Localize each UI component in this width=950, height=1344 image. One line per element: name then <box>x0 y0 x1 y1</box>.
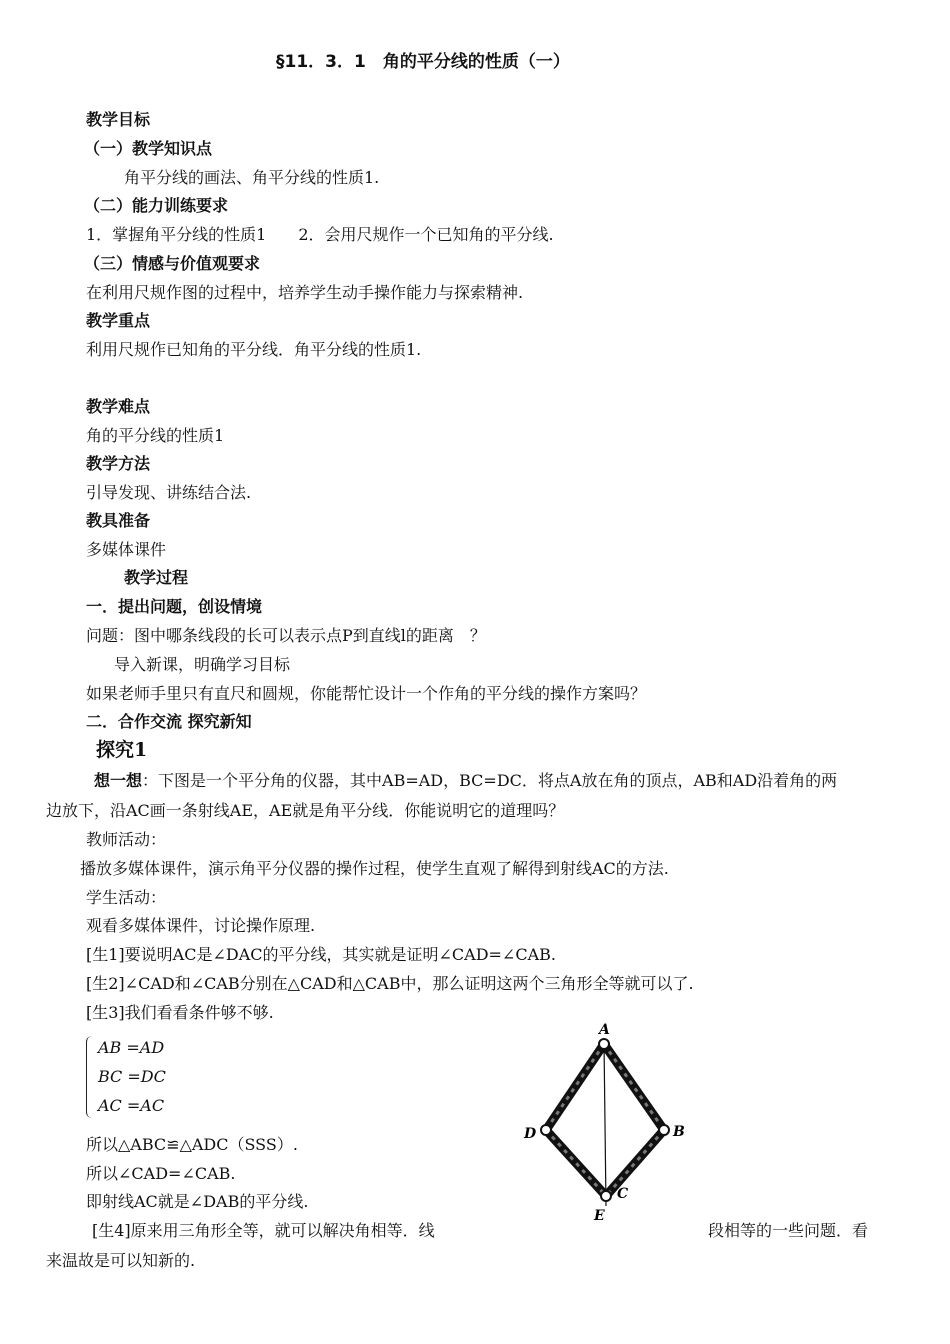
angle-bisector-instrument-diagram <box>520 1020 700 1230</box>
explore-heading: 探究1 <box>96 739 148 761</box>
teacher-question: 如果老师手里只有直尺和圆规，你能帮忙设计一个作角的平分线的操作方案吗？ <box>86 684 647 703</box>
label-a: A <box>599 1022 610 1038</box>
keypoint-heading: 教学重点 <box>86 311 151 330</box>
difficulty-text: 角的平分线的性质1 <box>86 426 225 445</box>
student1-text: [生1]要说明AC是∠DAC的平分线，其实就是证明∠CAD=∠CAB. <box>86 945 556 964</box>
think-line-1 <box>94 771 837 791</box>
bisector-ray-ae <box>604 1042 606 1206</box>
emotion-heading: （三）情感与价值观要求 <box>84 254 261 273</box>
left-brace <box>86 1036 95 1118</box>
tools-text: 多媒体课件 <box>86 540 167 559</box>
joint-c <box>601 1191 611 1201</box>
ability-text: 1．掌握角平分线的性质1 2．会用尺规作一个已知角的平分线. <box>86 225 554 244</box>
teacher-activity-label: 教师活动： <box>86 830 167 849</box>
section1-heading: 一．提出问题，创设情境 <box>86 597 263 616</box>
equation-1: AB =AD <box>98 1038 165 1057</box>
student-activity-text: 观看多媒体课件，讨论操作原理. <box>86 916 316 935</box>
student3-text: [生3]我们看看条件够不够. <box>86 1003 274 1022</box>
method-text: 引导发现、讲练结合法. <box>86 483 252 502</box>
student2-text: [生2]∠CAD和∠CAB分别在△CAD和△CAB中，那么证明这两个三角形全等就可以了. <box>86 974 694 993</box>
label-b: B <box>673 1124 685 1140</box>
page-title: §11．3．1 角的平分线的性质（一） <box>276 52 570 72</box>
equation-3: AC =AC <box>98 1096 165 1115</box>
joint-a <box>599 1039 609 1049</box>
label-d: D <box>524 1126 537 1142</box>
method-heading: 教学方法 <box>86 454 151 473</box>
process-heading: 教学过程 <box>124 568 189 587</box>
intro-text: 导入新课，明确学习目标 <box>114 655 291 674</box>
think-label: 想一想 <box>94 771 143 790</box>
label-e: E <box>594 1208 605 1224</box>
objectives-heading: 教学目标 <box>86 110 151 129</box>
student4-text-c: 来温故是可以知新的. <box>46 1251 196 1270</box>
keypoint-text: 利用尺规作已知角的平分线．角平分线的性质1. <box>86 340 422 359</box>
equation-system <box>86 1034 186 1122</box>
emotion-text: 在利用尺规作图的过程中，培养学生动手操作能力与探索精神. <box>86 283 524 302</box>
conclusion-3: 即射线AC就是∠DAB的平分线. <box>86 1192 309 1211</box>
conclusion-1: 所以△ABC≌△ADC（SSS）. <box>86 1135 298 1154</box>
joint-b <box>659 1125 669 1135</box>
student4-text-a: [生4]原来用三角形全等，就可以解决角相等．线 <box>92 1221 435 1240</box>
joint-d <box>541 1125 551 1135</box>
tools-heading: 教具准备 <box>86 511 151 530</box>
think-text-1: ：下图是一个平分角的仪器，其中AB=AD，BC=DC．将点A放在角的顶点，AB和AD沿着角的两 <box>142 771 838 790</box>
label-c: C <box>617 1186 629 1202</box>
conclusion-2: 所以∠CAD=∠CAB. <box>86 1164 236 1183</box>
think-text-2: 边放下，沿AC画一条射线AE，AE就是角平分线．你能说明它的道理吗？ <box>46 801 565 820</box>
knowledge-heading: （一）教学知识点 <box>84 139 213 158</box>
ability-heading: （二）能力训练要求 <box>84 196 229 215</box>
question-text: 问题：图中哪条线段的长可以表示点P到直线l的距离 ？ <box>86 626 486 645</box>
difficulty-heading: 教学难点 <box>86 397 151 416</box>
student4-text-b: 段相等的一些问题．看 <box>708 1221 869 1240</box>
equation-2: BC =DC <box>98 1067 166 1086</box>
student-activity-label: 学生活动： <box>86 888 167 907</box>
section2-heading: 二．合作交流 探究新知 <box>86 712 252 731</box>
knowledge-text: 角平分线的画法、角平分线的性质1. <box>124 168 380 187</box>
teacher-activity-text: 播放多媒体课件，演示角平分仪器的操作过程，使学生直观了解得到射线AC的方法. <box>80 859 669 878</box>
